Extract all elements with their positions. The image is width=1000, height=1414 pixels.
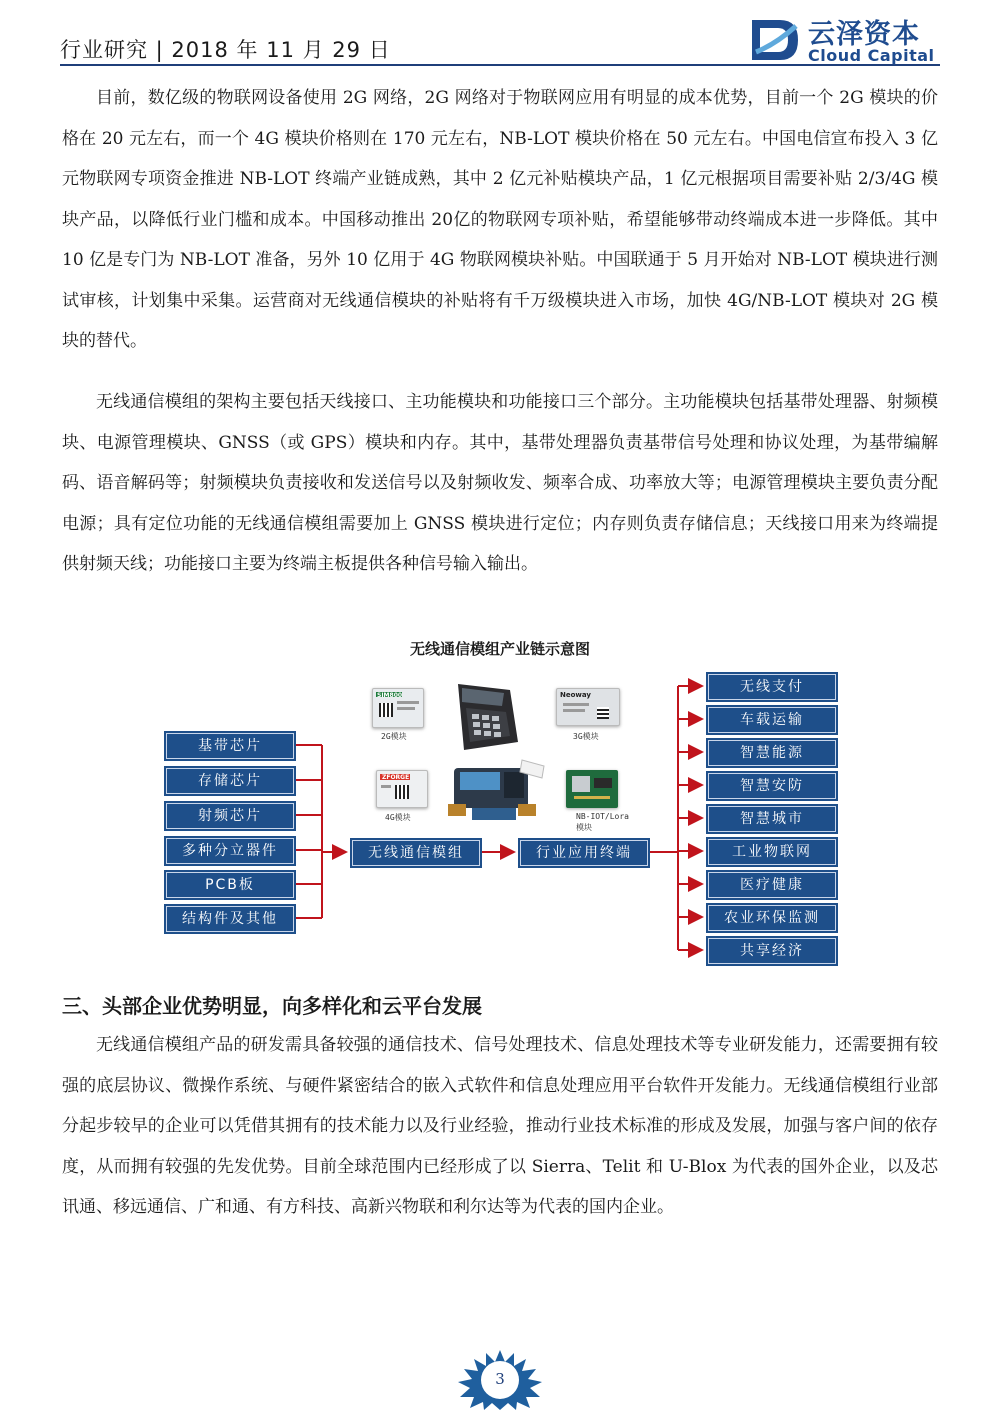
supply-item-rf-chip: 射频芯片	[166, 803, 294, 829]
supply-item-discrete-devices: 多种分立器件	[166, 838, 294, 864]
caption-nbiot-line2: 模块	[576, 823, 592, 832]
supply-item-pcb: PCB板	[166, 872, 294, 898]
application-agri-environment: 农业环保监测	[708, 905, 836, 931]
caption-4g: 4G模块	[385, 813, 411, 822]
wireless-module-box: 无线通信模组	[352, 840, 480, 866]
logo	[750, 12, 940, 66]
supply-item-baseband-chip: 基带芯片	[166, 733, 294, 759]
application-smart-energy: 智慧能源	[708, 740, 836, 766]
pos-terminal-icon	[440, 680, 524, 754]
application-wireless-payment: 无线支付	[708, 674, 836, 700]
paragraph-architecture: 无线通信模组的架构主要包括天线接口、主功能模块和功能接口三个部分。主功能模块包括基带处理器、射频模块、电源管理模块、GNSS（或 GPS）模块和内存。其中，基带处理器负责基带信号处理和协议处理，为基带编解码、语音解码等；射频模块负责接收和发送信号以及射频收发、频率合成、功率放大等；电源管理模块主要负责分配电源；具有定位功能的无线通信模组需要加上 GNSS 模块进行定位；内存则负责存储信息；天线接口用来为终端提供射频天线；功能接口主要为终端主板提供各种信号输入输出。	[62, 392, 938, 574]
diagram-title: 无线通信模组产业链示意图	[409, 640, 590, 658]
application-smart-city: 智慧城市	[708, 806, 836, 832]
paragraph-leading-firms: 无线通信模组产品的研发需具备较强的通信技术、信号处理技术、信息处理技术等专业研发能力，还需要拥有较强的底层协议、微操作系统、与硬件紧密结合的嵌入式软件和信息处理应用平台软件开发能力。无线通信模组行业部分起步较早的企业可以凭借其拥有的技术能力以及行业经验，推动行业技术标准的形成及发展，加强与客户间的依存度，从而拥有较强的先发优势。目前全球范围内已经形成了以 Sierra、Telit 和 U-Blox 为代表的国外企业，以及芯讯通、移远通信、广和通、有方科技、高新兴物联和利尔达等为代表的国内企业。	[62, 1035, 938, 1217]
header-date: 行业研究 | 2018 年 11 月 29 日	[60, 38, 391, 62]
page-number-badge	[454, 1350, 546, 1410]
application-smart-security: 智慧安防	[708, 773, 836, 799]
caption-nbiot-line1: NB-IOT/Lora	[576, 812, 629, 821]
caption-2g: 2G模块	[381, 732, 407, 741]
module-3g-image: Neoway	[556, 688, 620, 726]
application-vehicle-transport: 车载运输	[708, 707, 836, 733]
supply-item-structural-parts: 结构件及其他	[166, 906, 294, 932]
industry-chain-diagram	[0, 630, 1000, 970]
section-title: 三、头部企业优势明显，向多样化和云平台发展	[62, 994, 482, 1018]
application-healthcare: 医疗健康	[708, 872, 836, 898]
logo-english-name: Cloud Capital	[808, 46, 935, 65]
terminal-box: 行业应用终端	[520, 840, 648, 866]
paragraph-cost: 目前，数亿级的物联网设备使用 2G 网络，2G 网络对于物联网应用有明显的成本优势，目前一个 2G 模块的价格在 20 元左右，而一个 4G 模块价格则在 170 元左右，NB-LOT 模块价格在 50 元左右。中国电信宣布投入 3 亿元物联网专项资金推进 NB-LOT 终端产业链成熟，其中 2 亿元补贴模块产品，1 亿元根据项目需要补贴 2/3/4G 模块产品，以降低行业门槛和成本。中国移动推出 20亿的物联网专项补贴，希望能够带动终端成本进一步降低。其中 10 亿是专门为 NB-LOT 准备，另外 10 亿用于 4G 物联网模块补贴。中国联通于 5 月开始对 NB-LOT 模块进行测试审核，计划集中采集。运营商对无线通信模块的补贴将有千万级模块进入市场，加快 4G/NB-LOT 模块对 2G 模块的替代。	[62, 88, 938, 351]
module-2g-image: SIM800	[372, 688, 424, 728]
smart-meter-icon	[448, 758, 552, 826]
module-nbiot-image	[566, 770, 618, 808]
caption-3g: 3G模块	[573, 732, 599, 741]
logo-chinese-name: 云泽资本	[808, 19, 920, 50]
application-sharing-economy: 共享经济	[708, 938, 836, 964]
application-industrial-iot: 工业物联网	[708, 839, 836, 865]
supply-item-memory-chip: 存储芯片	[166, 768, 294, 794]
page-number: 3	[495, 1370, 505, 1388]
logo-mark-icon	[750, 14, 802, 66]
module-4g-image: ZFORGE	[376, 770, 428, 808]
